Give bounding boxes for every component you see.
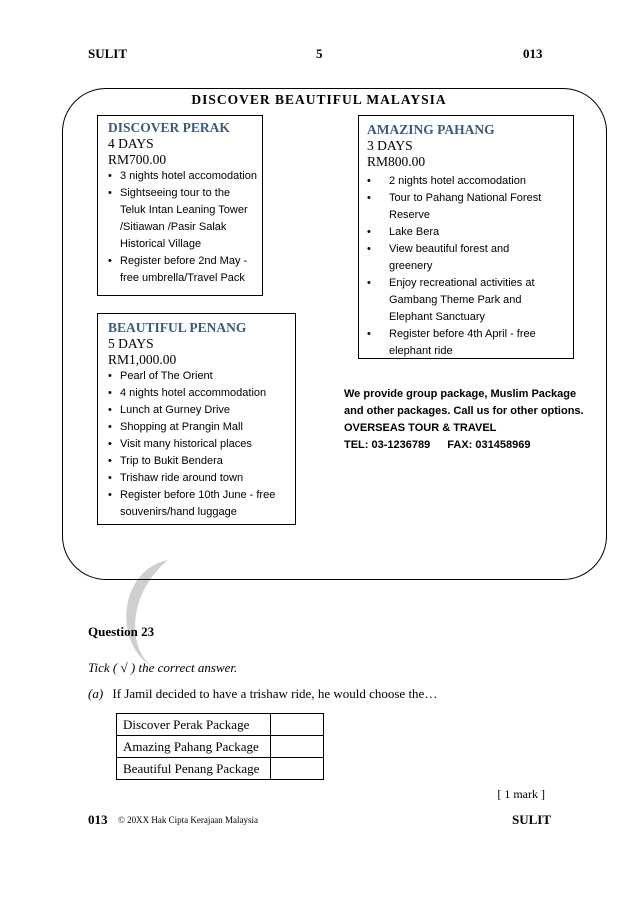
option-label: Beautiful Penang Package: [117, 758, 271, 780]
page-number: 5: [316, 46, 323, 61]
list-item: • Pearl of The Orient: [108, 368, 288, 385]
package-name: DISCOVER PERAK: [108, 120, 230, 135]
package-items: [108, 368, 288, 521]
mark-allocation: [ 1 mark ]: [497, 787, 545, 801]
list-item: • Lake Bera: [367, 224, 547, 241]
list-item: • Trip to Bukit Bendera: [108, 453, 288, 470]
company-name: OVERSEAS TOUR & TRAVEL: [344, 422, 497, 434]
table-row: [117, 736, 324, 758]
package-price: RM800.00: [367, 154, 426, 169]
list-item: • Enjoy recreational activities at Gambang Theme Park and Elephant Sanctuary: [367, 275, 547, 326]
footer-classification: SULIT: [512, 812, 552, 827]
tick-box[interactable]: [271, 758, 324, 780]
phone-fax: [344, 437, 604, 454]
package-price: RM1,000.00: [108, 352, 177, 367]
package-items: [108, 168, 258, 287]
package-duration: 5 DAYS: [108, 336, 154, 351]
table-row: [117, 758, 324, 780]
part-label: (a): [88, 686, 104, 701]
package-duration: 4 DAYS: [108, 136, 154, 151]
package-price: RM700.00: [108, 152, 167, 167]
package-duration: 3 DAYS: [367, 138, 413, 153]
list-item: • Register before 2nd May - free umbrella/Travel Pack: [108, 253, 258, 287]
list-item: • Register before 4th April - free elephant ride: [367, 326, 547, 360]
list-item: • View beautiful forest and greenery: [367, 241, 547, 275]
tick-box[interactable]: [271, 714, 324, 736]
list-item: • Visit many historical places: [108, 436, 288, 453]
list-item: • Sightseeing tour to the Teluk Intan Leaning Tower /Sitiawan /Pasir Salak Historical Village: [108, 185, 258, 253]
paper-code: 013: [523, 46, 543, 61]
list-item: • Shopping at Prangin Mall: [108, 419, 288, 436]
package-items: [367, 173, 547, 360]
telephone: TEL: 03-1236789: [344, 439, 431, 451]
list-item: • 3 nights hotel accomodation: [108, 168, 258, 185]
package-name: BEAUTIFUL PENANG: [108, 320, 247, 335]
package-pahang: [358, 115, 574, 359]
banner-title: DISCOVER BEAUTIFUL MALAYSIA: [191, 92, 447, 107]
contact-line: We provide group package, Muslim Package: [344, 388, 577, 400]
package-name: AMAZING PAHANG: [367, 122, 495, 137]
fax: FAX: 031458969: [447, 439, 531, 451]
option-label: Amazing Pahang Package: [117, 736, 271, 758]
question-instruction: Tick ( √ ) the correct answer.: [88, 660, 238, 675]
contact-line: and other packages. Call us for other options.: [344, 405, 584, 417]
contact-info: [344, 386, 604, 454]
list-item: • Lunch at Gurney Drive: [108, 402, 288, 419]
list-item: • 4 nights hotel accommodation: [108, 385, 288, 402]
answer-table: [116, 713, 324, 780]
list-item: • Register before 10th June - free souvenirs/hand luggage: [108, 487, 288, 521]
table-row: [117, 714, 324, 736]
package-penang: [97, 313, 296, 525]
footer-code: 013: [88, 812, 108, 827]
package-perak: [97, 115, 263, 296]
list-item: • 2 nights hotel accomodation: [367, 173, 547, 190]
tick-box[interactable]: [271, 736, 324, 758]
option-label: Discover Perak Package: [117, 714, 271, 736]
question-part-a: [88, 686, 437, 702]
list-item: • Trishaw ride around town: [108, 470, 288, 487]
footer-copyright: © 20XX Hak Cipta Kerajaan Malaysia: [118, 815, 259, 825]
question-title: Question 23: [88, 624, 155, 639]
part-text: If Jamil decided to have a trishaw ride, he would choose the…: [112, 686, 438, 701]
header-classification: SULIT: [88, 46, 128, 61]
list-item: • Tour to Pahang National Forest Reserve: [367, 190, 547, 224]
